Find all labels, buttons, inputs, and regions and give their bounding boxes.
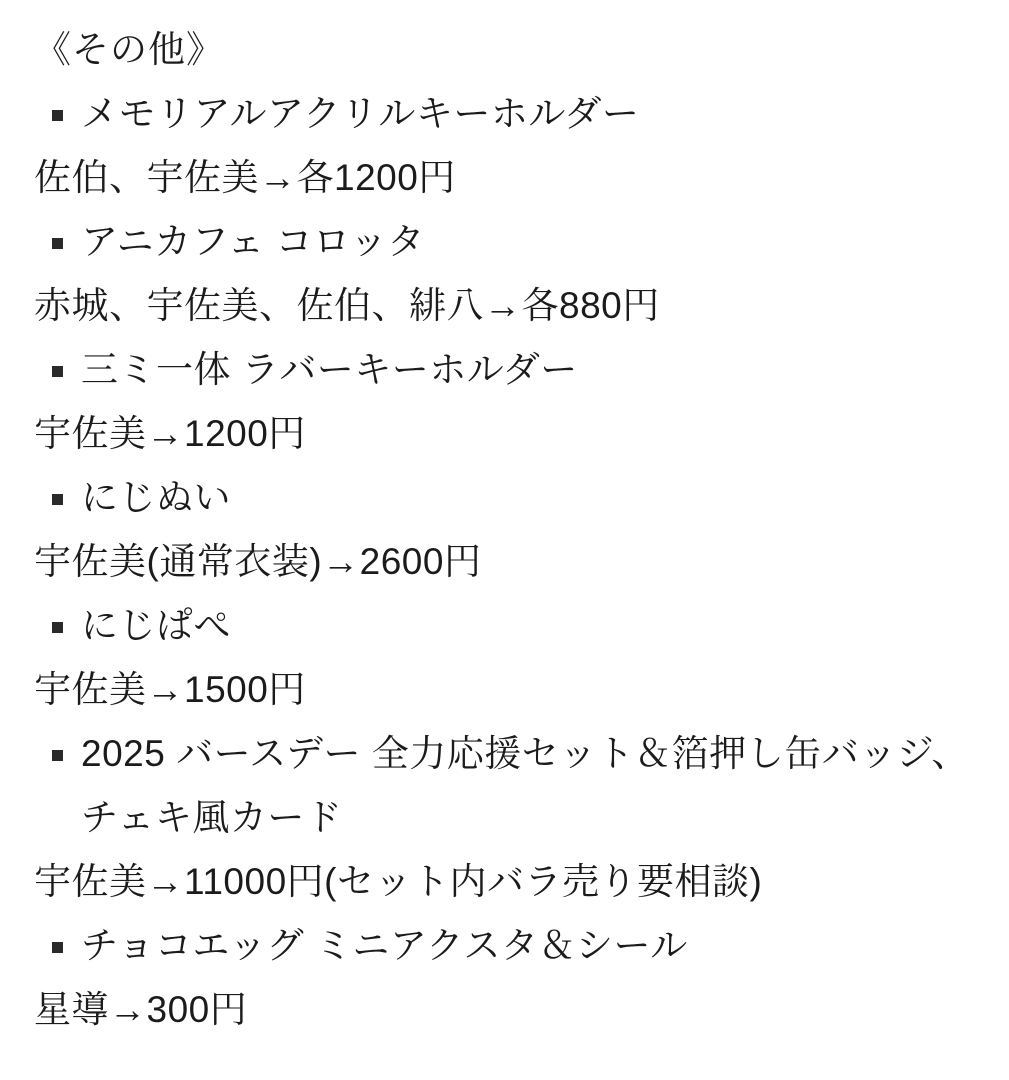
bullet-square-icon [52, 622, 63, 633]
item-price: 宇佐美→1200円 [34, 413, 306, 454]
item-price: 赤城、宇佐美、佐伯、緋八→各880円 [34, 285, 660, 326]
item-name: メモリアルアクリルキーホルダー [81, 93, 640, 134]
list-item [34, 82, 979, 146]
item-name: にじぬい [81, 477, 231, 518]
list-item [34, 722, 979, 850]
item-name: 三ミ一体 ラバーキーホルダー [81, 349, 578, 390]
bullet-square-icon [52, 110, 63, 121]
list-item [34, 914, 979, 978]
bullet-square-icon [52, 942, 63, 953]
item-name: チョコエッグ ミニアクスタ＆シール [81, 925, 688, 966]
item-name: にじぱぺ [81, 605, 231, 646]
list-item [34, 210, 979, 274]
item-price: 宇佐美→1500円 [34, 669, 306, 710]
item-price: 佐伯、宇佐美→各1200円 [34, 157, 456, 198]
list-item [34, 466, 979, 530]
bullet-square-icon [52, 494, 63, 505]
bullet-square-icon [52, 750, 63, 761]
list-item [34, 594, 979, 658]
item-name: アニカフェ コロッタ [81, 221, 425, 262]
item-price: 宇佐美(通常衣装)→2600円 [34, 541, 482, 582]
item-price: 宇佐美→11000円(セット内バラ売り要相談) [34, 861, 763, 902]
item-price: 星導→300円 [34, 989, 248, 1030]
bullet-square-icon [52, 238, 63, 249]
section-heading: 《その他》 [34, 29, 224, 70]
bullet-square-icon [52, 366, 63, 377]
list-item [34, 338, 979, 402]
item-name: 2025 バースデー 全力応援セット＆箔押し缶バッジ、チェキ風カード [81, 733, 969, 838]
